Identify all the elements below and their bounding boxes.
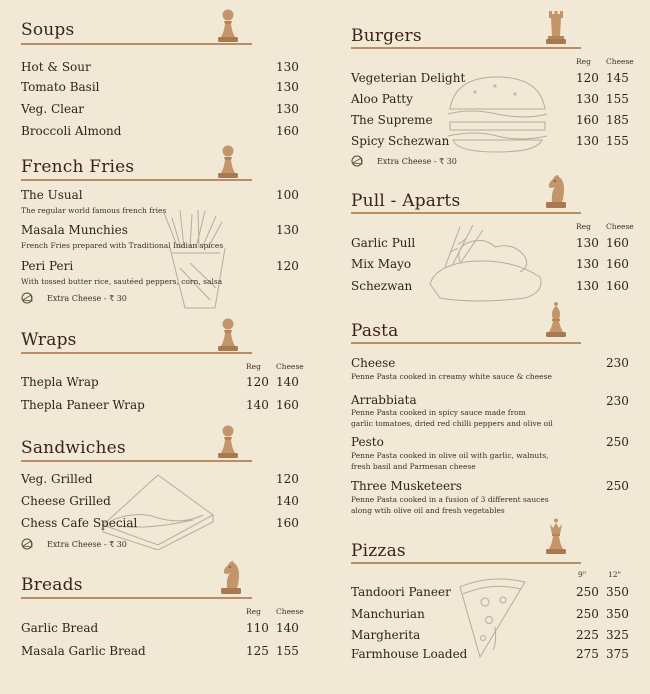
menu-item-price-9: 275 <box>576 647 599 661</box>
wraps-title: Wraps <box>21 330 77 350</box>
menu-item-price-reg: 130 <box>576 257 599 271</box>
menu-item-price: 130 <box>276 60 299 74</box>
menu-item-name: Arrabbiata <box>351 393 417 407</box>
pizza-icon <box>351 155 365 167</box>
menu-item-name: Cheese Grilled <box>21 494 111 508</box>
menu-item-price: 120 <box>276 472 299 486</box>
knight-icon <box>543 172 569 210</box>
menu-item-price-cheese: 160 <box>606 236 629 250</box>
burgers-title: Burgers <box>351 26 422 46</box>
bishop-icon <box>543 301 569 339</box>
menu-item-name: Masala Garlic Bread <box>21 644 146 658</box>
pawn-icon <box>215 6 241 44</box>
menu-item-price-reg: 125 <box>246 644 269 658</box>
fries-divider <box>21 179 252 181</box>
menu-item-name: Garlic Bread <box>21 621 99 635</box>
menu-item-price-reg: 160 <box>576 113 599 127</box>
menu-item-price-9: 250 <box>576 585 599 599</box>
menu-item-price-12: 350 <box>606 607 629 621</box>
menu-item-name: Veg. Clear <box>21 102 84 116</box>
reg-column-label: Reg <box>246 362 261 371</box>
menu-item-name: Cheese <box>351 356 396 370</box>
menu-item-name: Masala Munchies <box>21 223 128 237</box>
cheese-column-label: Cheese <box>606 222 634 231</box>
menu-item-name: Tandoori Paneer <box>351 585 451 599</box>
menu-item-price-reg: 120 <box>246 375 269 389</box>
pullaparts-divider <box>351 212 581 214</box>
menu-item-name: Vegeterian Delight <box>351 71 466 85</box>
menu-item-price-9: 250 <box>576 607 599 621</box>
menu-item-name: Veg. Grilled <box>21 472 93 486</box>
pawn-icon <box>215 315 241 353</box>
menu-item-description: fresh basil and Parmesan cheese <box>351 462 476 471</box>
menu-item-price-cheese: 160 <box>276 398 299 412</box>
menu-item-name: Garlic Pull <box>351 236 416 250</box>
knight-icon <box>218 558 244 596</box>
pizza-icon <box>21 292 35 304</box>
bread-sketch-icon <box>425 222 550 307</box>
menu-item-price: 160 <box>276 124 299 138</box>
pizza-icon <box>21 538 35 550</box>
menu-item-price: 130 <box>276 223 299 237</box>
menu-item-price-cheese: 160 <box>606 279 629 293</box>
menu-item-name: Thepla Wrap <box>21 375 99 389</box>
reg-column-label: Reg <box>576 57 591 66</box>
menu-item-description: French Fries prepared with Traditional Indian spices <box>21 241 224 250</box>
soups-title: Soups <box>21 20 75 40</box>
menu-item-price: 160 <box>276 516 299 530</box>
soups-divider <box>21 43 252 45</box>
burger-sketch-icon <box>445 74 550 154</box>
menu-item-price-reg: 130 <box>576 92 599 106</box>
extra-cheese-note: Extra Cheese - ₹ 30 <box>47 294 127 303</box>
menu-item-name: Peri Peri <box>21 259 74 273</box>
reg-column-label: Reg <box>246 607 261 616</box>
menu-item-price-reg: 120 <box>576 71 599 85</box>
cheese-column-label: Cheese <box>276 607 304 616</box>
extra-cheese-note: Extra Cheese - ₹ 30 <box>377 157 457 166</box>
menu-item-price-cheese: 140 <box>276 375 299 389</box>
menu-item-name: Farmhouse Loaded <box>351 647 468 661</box>
breads-title: Breads <box>21 575 83 595</box>
cheese-column-label: Cheese <box>606 57 634 66</box>
menu-item-price-cheese: 145 <box>606 71 629 85</box>
queen-icon <box>543 518 569 556</box>
menu-item-price: 140 <box>276 494 299 508</box>
menu-item-description: along wtih olive oil and fresh vegetables <box>351 506 505 515</box>
size-9-label: 9" <box>578 570 587 579</box>
menu-item-name: Margherita <box>351 628 421 642</box>
menu-item-price: 230 <box>606 356 629 370</box>
menu-item-name: Hot & Sour <box>21 60 91 74</box>
pasta-title: Pasta <box>351 321 399 341</box>
rook-icon <box>543 8 569 46</box>
menu-item-price-12: 350 <box>606 585 629 599</box>
menu-item-price: 230 <box>606 394 629 408</box>
menu-item-name: Manchurian <box>351 607 425 621</box>
menu-item-price: 250 <box>606 435 629 449</box>
menu-item-price-9: 225 <box>576 628 599 642</box>
menu-item-name: Tomato Basil <box>21 80 100 94</box>
pawn-icon <box>215 422 241 460</box>
fries-title: French Fries <box>21 157 135 177</box>
menu-item-price-cheese: 155 <box>606 134 629 148</box>
menu-item-price-reg: 110 <box>246 621 269 635</box>
menu-item-name: Thepla Paneer Wrap <box>21 398 145 412</box>
menu-item-price-reg: 140 <box>246 398 269 412</box>
menu-item-description: The regular world famous french fries <box>21 206 167 215</box>
menu-item-price-cheese: 140 <box>276 621 299 635</box>
menu-item-price: 130 <box>276 102 299 116</box>
menu-item-name: Mix Mayo <box>351 257 412 271</box>
extra-cheese-note: Extra Cheese - ₹ 30 <box>47 540 127 549</box>
menu-item-description: With tossed butter rice, sautéed peppers, corn, salsa <box>21 277 223 286</box>
menu-item-description: Penne Pasta cooked in a fusion of 3 different sauces <box>351 495 549 504</box>
menu-item-name: Broccoli Almond <box>21 124 122 138</box>
menu-item-price-12: 325 <box>606 628 629 642</box>
menu-item-price-cheese: 155 <box>276 644 299 658</box>
menu-item-name: Aloo Patty <box>351 92 413 106</box>
menu-item-price: 250 <box>606 479 629 493</box>
menu-item-description: garlic tomatoes, dried red chilli peppers and olive oil <box>351 419 553 428</box>
cheese-column-label: Cheese <box>276 362 304 371</box>
menu-item-price-reg: 130 <box>576 236 599 250</box>
pasta-divider <box>351 342 581 344</box>
menu-item-price-cheese: 160 <box>606 257 629 271</box>
reg-column-label: Reg <box>576 222 591 231</box>
menu-item-price-reg: 130 <box>576 134 599 148</box>
pullaparts-title: Pull - Aparts <box>351 191 461 211</box>
sandwiches-title: Sandwiches <box>21 438 126 458</box>
menu-item-price-cheese: 155 <box>606 92 629 106</box>
menu-item-description: Penne Pasta cooked in creamy white sauce & cheese <box>351 372 552 381</box>
menu-item-name: Three Musketeers <box>351 479 462 493</box>
menu-item-name: Schezwan <box>351 279 413 293</box>
sandwich-sketch-icon <box>98 470 218 550</box>
pizzas-divider <box>351 562 581 564</box>
pizzas-title: Pizzas <box>351 541 406 561</box>
size-12-label: 12" <box>608 570 621 579</box>
menu-item-price: 100 <box>276 188 299 202</box>
menu-item-description: Penne Pasta cooked in olive oil with garlic, walnuts, <box>351 451 549 460</box>
french-fries-sketch-icon <box>150 208 230 313</box>
sandwiches-divider <box>21 460 252 462</box>
menu-item-price-cheese: 185 <box>606 113 629 127</box>
menu-item-price-reg: 130 <box>576 279 599 293</box>
menu-item-name: The Supreme <box>351 113 433 127</box>
menu-item-price-12: 375 <box>606 647 629 661</box>
menu-item-price: 130 <box>276 80 299 94</box>
pawn-icon <box>215 142 241 180</box>
burgers-divider <box>351 47 581 49</box>
menu-item-description: Penne Pasta cooked in spicy sauce made from <box>351 408 526 417</box>
menu-item-name: Spicy Schezwan <box>351 134 450 148</box>
breads-divider <box>21 597 252 599</box>
menu-item-price: 120 <box>276 259 299 273</box>
wraps-divider <box>21 352 252 354</box>
menu-item-name: The Usual <box>21 188 83 202</box>
menu-item-name: Chess Cafe Special <box>21 516 138 530</box>
menu-item-name: Pesto <box>351 435 384 449</box>
